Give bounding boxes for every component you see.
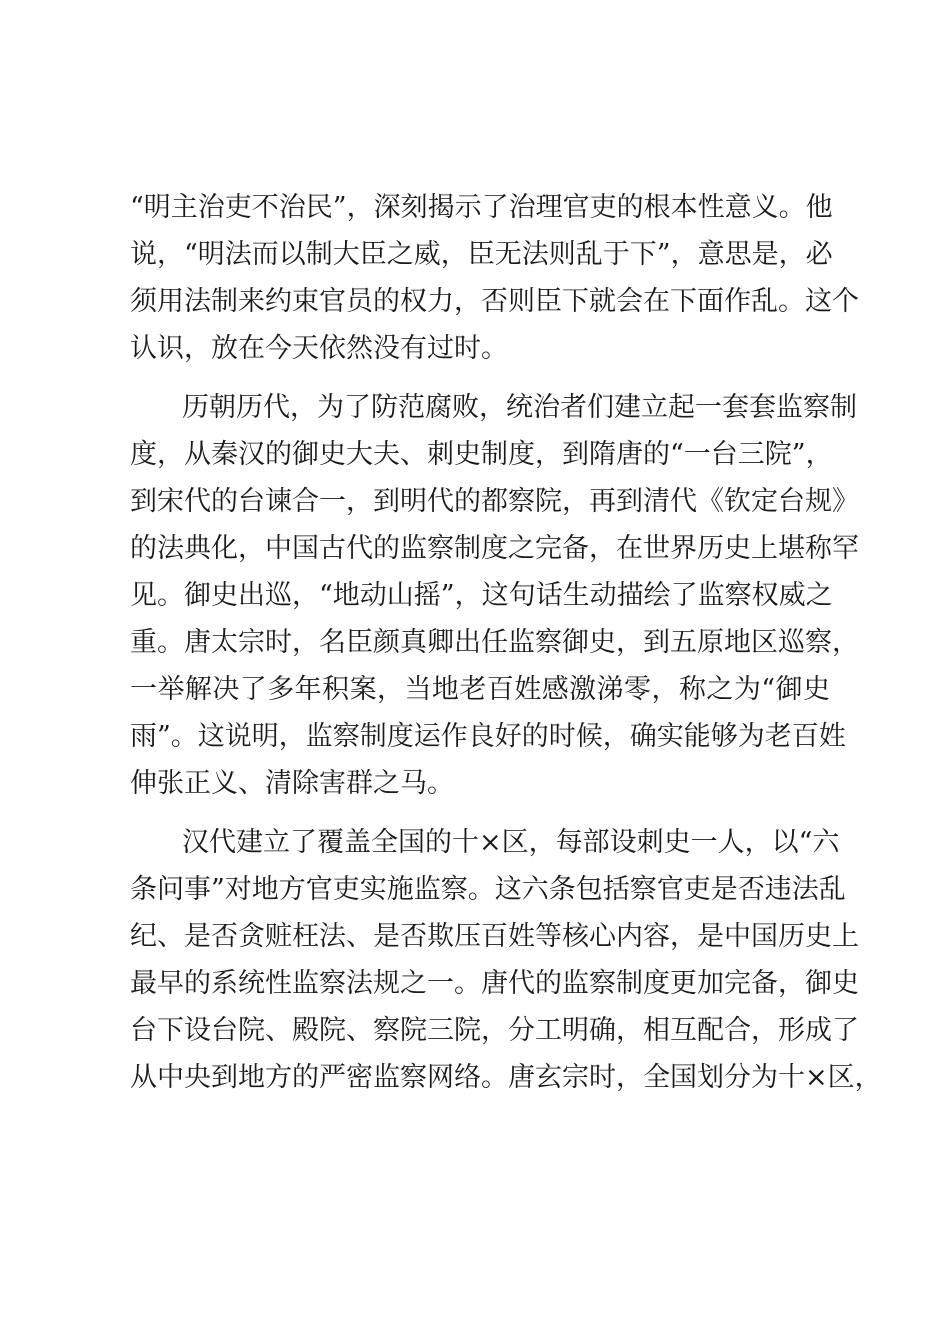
text-line: “明主治吏不治民”，深刻揭示了治理官吏的根本性意义。他 [130,192,833,223]
text-line: 到宋代的台谏合一，到明代的都察院，再到清代《钦定台规》 [130,486,859,517]
text-line: 最早的系统性监察法规之一。唐代的监察制度更加完备，御史 [130,968,859,999]
text-line: 从中央到地方的严密监察网络。唐玄宗时，全国划分为十×区， [130,1062,882,1093]
text-line: 纪、是否贪赃枉法、是否欺压百姓等核心内容，是中国历史上 [130,921,859,952]
text-line: 伸张正义、清除害群之马。 [130,768,454,799]
paragraph-first-line: 汉代建立了覆盖全国的十×区，每部设刺史一人，以“六 [182,827,840,858]
text-line: 的法典化，中国古代的监察制度之完备，在世界历史上堪称罕 [130,533,859,564]
text-line: 雨”。这说明，监察制度运作良好的时候，确实能够为老百姓 [130,721,846,752]
text-line: 条问事”对地方官吏实施监察。这六条包括察官吏是否违法乱 [130,874,846,905]
paragraph-first-line: 历朝历代，为了防范腐败，统治者们建立起一套套监察制 [182,392,857,423]
text-line: 度，从秦汉的御史大夫、刺史制度，到隋唐的“一台三院”， [130,439,833,470]
text-line: 说，“明法而以制大臣之威，臣无法则乱于下”，意思是，必 [130,239,833,270]
text-line: 见。御史出巡，“地动山摇”，这句话生动描绘了监察权威之 [130,580,833,611]
text-line: 须用法制来约束官员的权力，否则臣下就会在下面作乱。这个 [130,286,859,317]
text-line: 台下设台院、殿院、察院三院，分工明确，相互配合，形成了 [130,1015,859,1046]
text-line: 一举解决了多年积案，当地老百姓感激涕零，称之为“御史 [130,674,830,705]
text-line: 重。唐太宗时，名臣颜真卿出任监察御史，到五原地区巡察， [130,627,859,658]
text-line: 认识，放在今天依然没有过时。 [130,333,508,364]
